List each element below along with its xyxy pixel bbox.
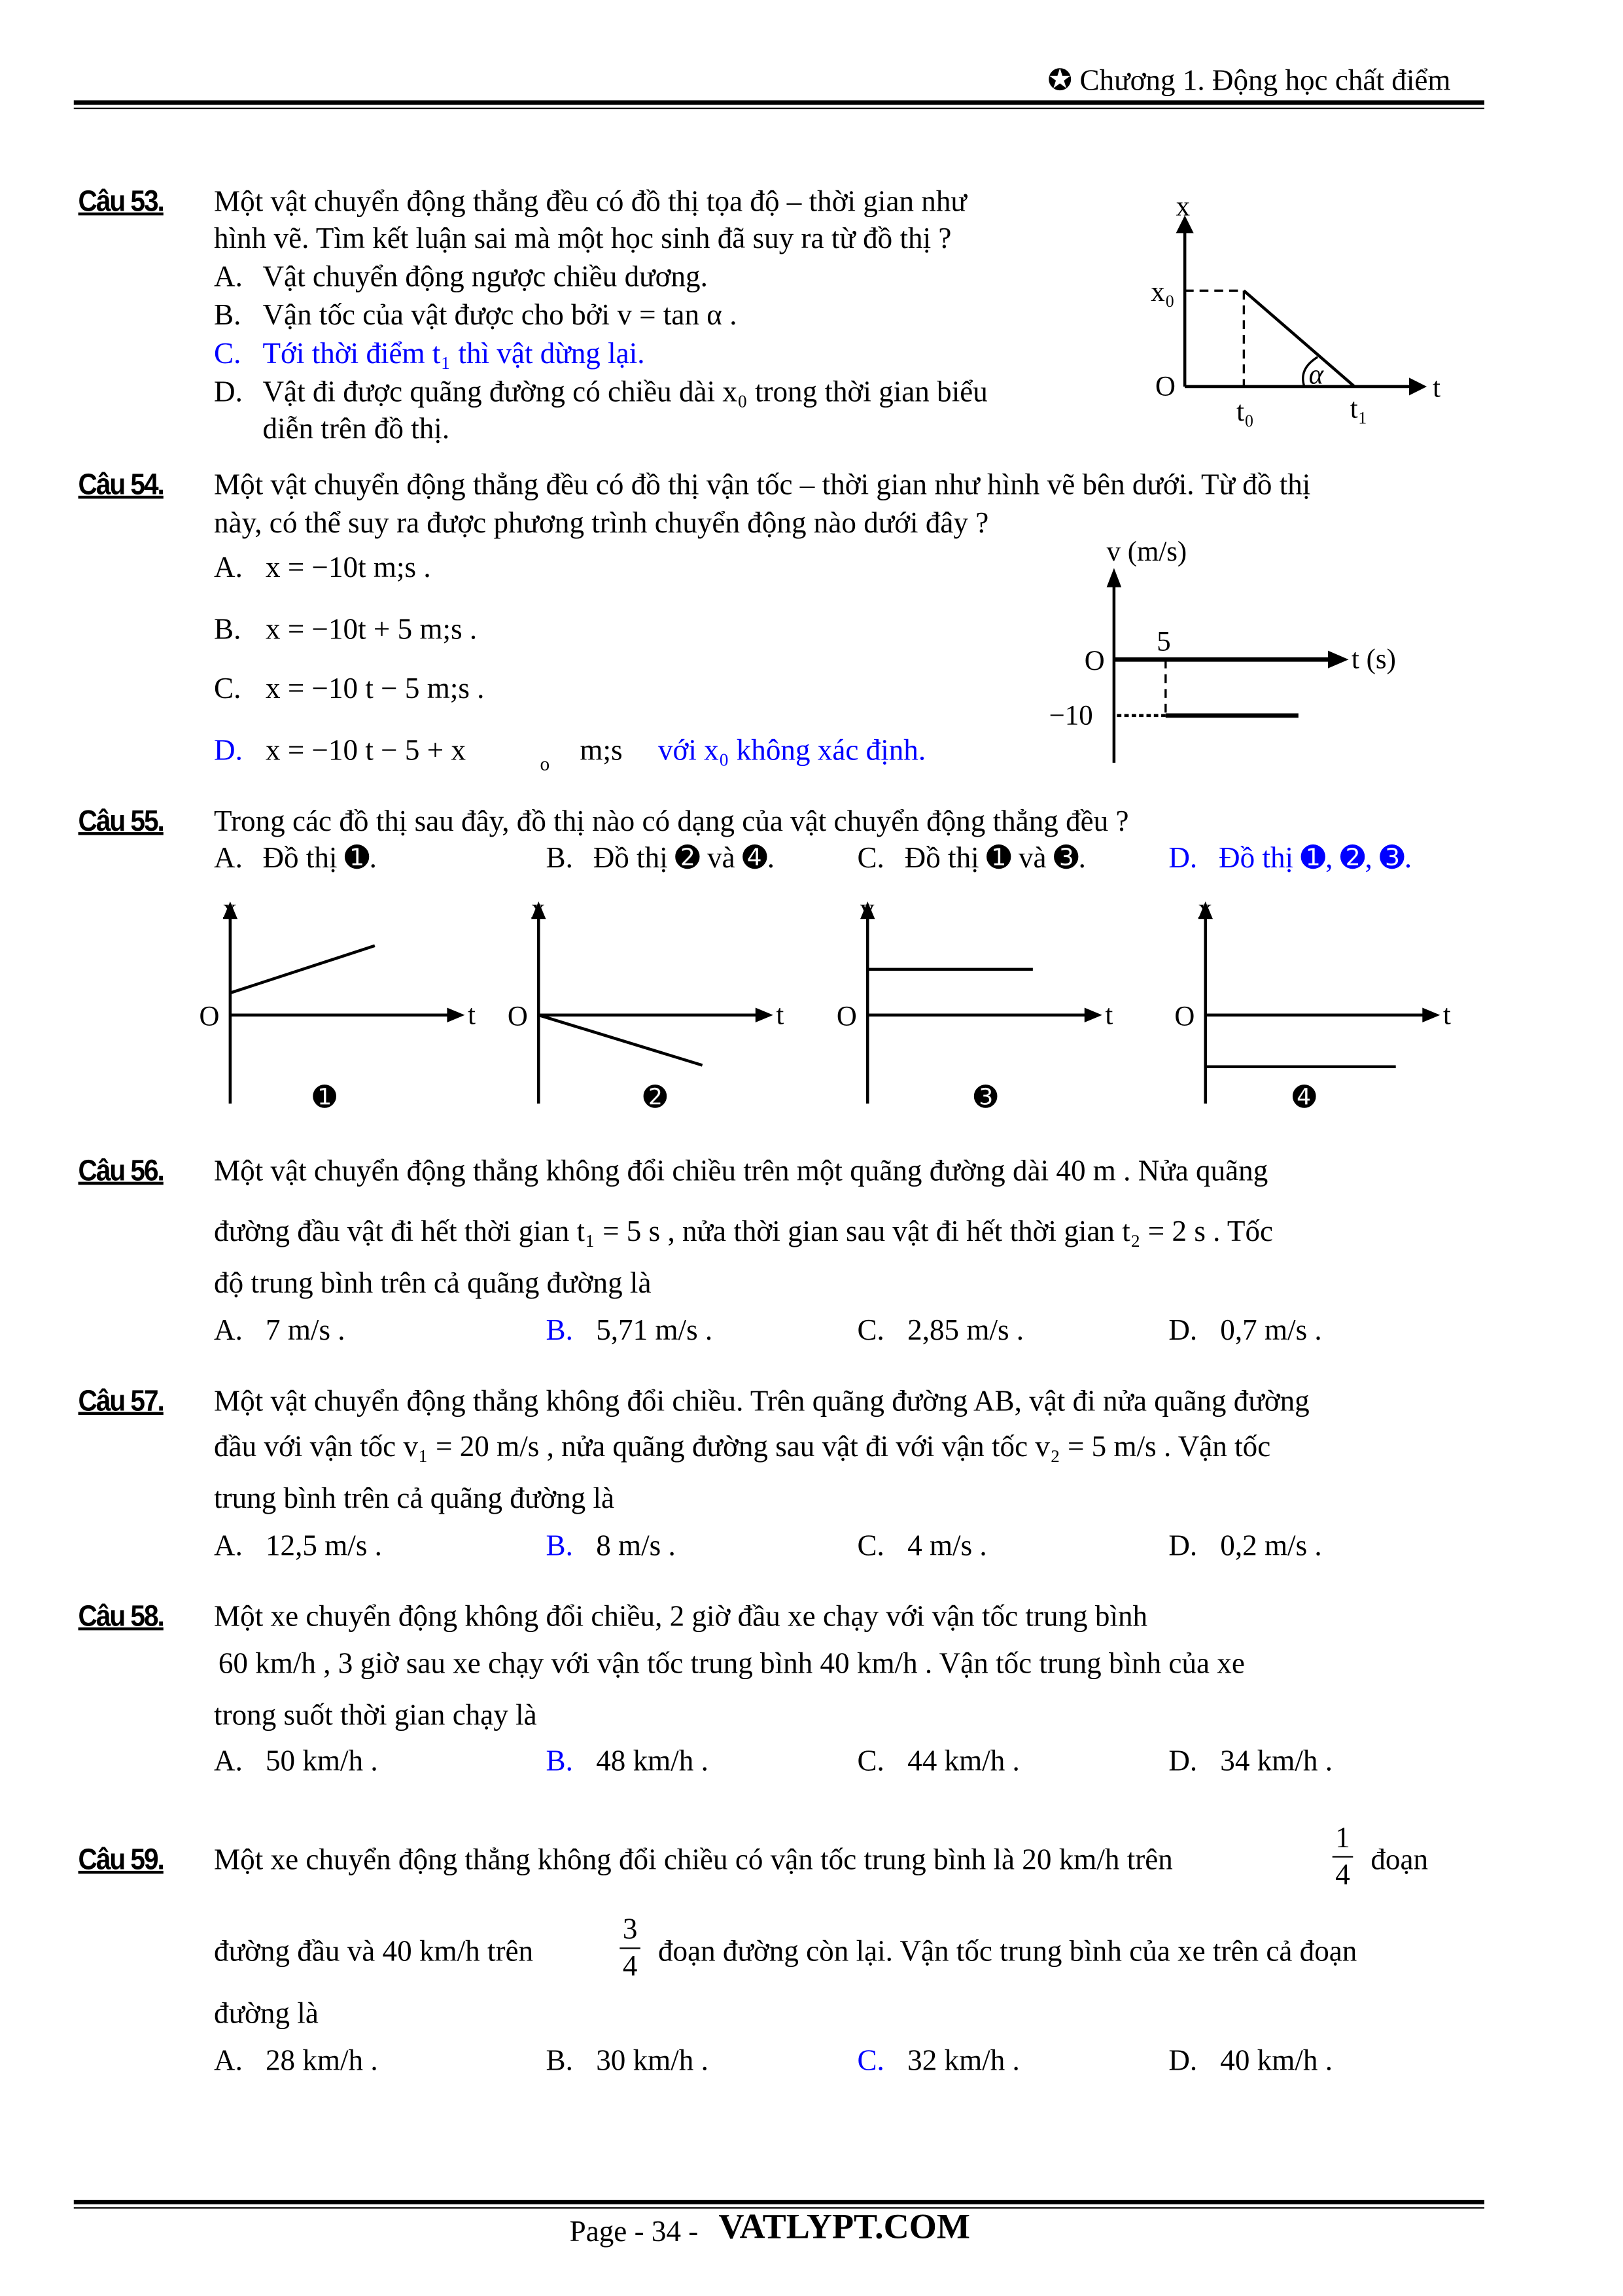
option-a-text: Vật chuyển động ngược chiều dương. [262, 261, 708, 294]
option-d-label[interactable]: D. [214, 376, 243, 409]
option-c-text: 44 km/h . [907, 1745, 1020, 1778]
graph-3 [837, 894, 1113, 1113]
option-d-label[interactable]: D. [1168, 1314, 1198, 1348]
question-text: đoạn [1370, 1844, 1429, 1877]
option-a-label[interactable]: A. [214, 551, 243, 585]
option-b-label[interactable]: B. [546, 1745, 573, 1778]
option-d-label[interactable]: D. [1168, 1529, 1198, 1563]
question-text: Trong các đồ thị sau đây, đồ thị nào có dạng của vật chuyển động thẳng đều ? [214, 805, 1129, 839]
option-a-text: Đồ thị ➊. [262, 842, 377, 875]
option-c-text: Tới thời điểm t₁ thì vật dừng lại. [262, 338, 645, 371]
question-label: Câu 54. [78, 469, 164, 502]
arrow-right-icon [1422, 1008, 1440, 1023]
question-label: Câu 53. [78, 186, 164, 218]
graph-number: ➍ [1292, 1082, 1316, 1113]
graph-number: ➋ [643, 1082, 667, 1113]
option-c-label[interactable]: C. [857, 842, 884, 875]
option-a-label[interactable]: A. [214, 1529, 243, 1563]
question-label: Câu 57. [78, 1385, 164, 1418]
question-text: Một vật chuyển động thẳng đều có đồ thị tọa độ – thời gian như [214, 186, 967, 218]
graph-4 [1174, 894, 1451, 1113]
option-c-text: x = −10 t − 5 m;s . [265, 672, 485, 706]
arrow-right-icon [447, 1008, 464, 1023]
question-text: đường là [214, 1997, 319, 2030]
option-b-text: 30 km/h . [596, 2045, 708, 2078]
question-text: trung bình trên cả quãng đường là [214, 1482, 615, 1516]
option-a-text: 12,5 m/s . [265, 1529, 382, 1563]
option-a-text: 28 km/h . [265, 2045, 378, 2078]
origin-label: O [1155, 371, 1176, 402]
graph-line [230, 946, 375, 993]
option-a-text: x = −10t m;s . [265, 551, 431, 585]
option-b-text: 8 m/s . [596, 1529, 676, 1563]
angle-label: α [1308, 359, 1324, 391]
v-axis-label: v (m/s) [1106, 536, 1187, 568]
option-b-text: Vận tốc của vật được cho bởi v = tan α . [262, 299, 737, 332]
option-b-label[interactable]: B. [546, 842, 573, 875]
option-c-label[interactable]: C. [857, 1745, 884, 1778]
t-axis-label: t [776, 1000, 784, 1031]
option-d-text: x = −10 t − 5 + x [265, 735, 466, 767]
option-d-subscript: o [540, 752, 550, 775]
option-c-label[interactable]: C. [857, 1529, 884, 1563]
arrow-right-icon [1085, 1008, 1102, 1023]
question-label: Câu 55. [78, 805, 164, 839]
x0-label: x₀ [1151, 277, 1175, 308]
question-label: Câu 58. [78, 1601, 164, 1633]
option-a-label[interactable]: A. [214, 2045, 243, 2078]
option-b-text: x = −10t + 5 m;s . [265, 614, 478, 646]
question-label: Câu 56. [78, 1155, 164, 1188]
option-b-text: 5,71 m/s . [596, 1314, 713, 1348]
question-text: hình vẽ. Tìm kết luận sai mà một học sinh đã suy ra từ đồ thị ? [214, 222, 952, 256]
t-axis-label: t (s) [1352, 644, 1396, 675]
t1-label: t₁ [1350, 393, 1368, 425]
t-tick-label: 5 [1157, 626, 1171, 657]
option-c-text: 4 m/s . [907, 1529, 987, 1563]
origin-label: O [1084, 645, 1105, 676]
question-text: 60 km/h , 3 giờ sau xe chạy với vận tốc trung bình 40 km/h . Vận tốc trung bình của xe [218, 1648, 1245, 1681]
y-axis-label: x [531, 893, 546, 924]
option-b-label[interactable]: B. [546, 1529, 573, 1563]
y-axis-label: x [1176, 191, 1191, 222]
option-c-text: 2,85 m/s . [907, 1314, 1024, 1348]
option-c-label[interactable]: C. [857, 1314, 884, 1348]
option-a-label[interactable]: A. [214, 1314, 243, 1348]
t-axis-label: t [1105, 1000, 1113, 1031]
option-a-label[interactable]: A. [214, 842, 243, 875]
footer-rule [74, 2200, 1484, 2209]
question-text: Một xe chuyển động thẳng không đổi chiều có vận tốc trung bình là 20 km/h trên [214, 1844, 1173, 1877]
origin-label: O [1174, 1001, 1195, 1032]
question-text: Một vật chuyển động thẳng không đổi chiều trên một quãng đường dài 40 m . Nửa quãng [214, 1155, 1268, 1188]
option-d-text: 0,7 m/s . [1220, 1314, 1322, 1348]
option-d-text: Đồ thị ➊, ➋, ➌. [1219, 842, 1412, 875]
v-tick-label: −10 [1049, 700, 1093, 731]
option-b-label[interactable]: B. [546, 2045, 573, 2078]
origin-label: O [507, 1001, 528, 1032]
option-a-text: 50 km/h . [265, 1745, 378, 1778]
question-text: độ trung bình trên cả quãng đường là [214, 1267, 652, 1300]
fraction-numerator: 3 [622, 1913, 638, 1947]
option-b-label[interactable]: B. [214, 299, 241, 332]
chapter-header: ✪ Chương 1. Động học chất điểm [1047, 65, 1451, 97]
page-number: Page - 34 - [569, 2216, 699, 2249]
option-b-text: 48 km/h . [596, 1745, 708, 1778]
question-label: Câu 59. [78, 1844, 164, 1877]
fraction-denominator: 4 [1335, 1858, 1350, 1892]
origin-label: O [836, 1001, 857, 1032]
option-a-label[interactable]: A. [214, 1745, 243, 1778]
option-d-label[interactable]: D. [214, 735, 243, 767]
option-d-note: với x₀ không xác định. [657, 735, 926, 767]
arrow-right-icon [756, 1008, 773, 1023]
y-axis-label: v [860, 893, 875, 924]
option-c-text: 32 km/h . [907, 2045, 1020, 2078]
question-text: này, có thể suy ra được phương trình chuyển động nào dưới đây ? [214, 507, 989, 540]
question-text: Một vật chuyển động thẳng đều có đồ thị vận tốc – thời gian như hình vẽ bên dưới. Từ đồ thị [214, 469, 1311, 502]
option-d-text: 0,2 m/s . [1220, 1529, 1322, 1563]
option-d-unit: m;s [580, 735, 623, 767]
question-text: Một xe chuyển động không đổi chiều, 2 giờ đầu xe chạy với vận tốc trung bình [214, 1601, 1148, 1633]
option-d-label[interactable]: D. [1168, 1745, 1198, 1778]
option-c-label[interactable]: C. [214, 338, 241, 371]
option-a-text: 7 m/s . [265, 1314, 345, 1348]
origin-label: O [199, 1001, 220, 1032]
question-text: đoạn đường còn lại. Vận tốc trung bình của xe trên cả đoạn [657, 1936, 1357, 1968]
question-text: đầu với vận tốc v₁ = 20 m/s , nửa quãng đường sau vật đi với vận tốc v₂ = 5 m/s . Vận tốc [214, 1431, 1271, 1464]
fraction-denominator: 4 [622, 1950, 638, 1983]
option-d-text: 34 km/h . [1220, 1745, 1333, 1778]
question-text: trong suốt thời gian chạy là [214, 1699, 537, 1732]
option-d-text: Vật đi được quãng đường có chiều dài x₀ trong thời gian biểu [262, 376, 988, 409]
graph-1 [199, 894, 476, 1113]
option-c-label[interactable]: C. [214, 672, 241, 706]
fraction-one-quarter [1333, 1822, 1353, 1892]
option-c-label[interactable]: C. [857, 2045, 884, 2078]
question-text: Một vật chuyển động thẳng không đổi chiều. Trên quãng đường AB, vật đi nửa quãng đường [214, 1385, 1310, 1418]
graph-2 [508, 894, 784, 1113]
fraction-three-quarters [620, 1913, 640, 1983]
option-b-text: Đồ thị ➋ và ➍. [593, 842, 775, 875]
option-c-text: Đồ thị ➊ và ➌. [904, 842, 1086, 875]
option-d-label[interactable]: D. [1168, 842, 1198, 875]
site-brand: VATLYPT.COM [718, 2208, 970, 2248]
option-b-label[interactable]: B. [214, 614, 241, 646]
x-axis-label: t [1433, 372, 1440, 404]
t-axis-label: t [467, 1000, 476, 1031]
fraction-numerator: 1 [1335, 1822, 1350, 1855]
t-axis-label: t [1442, 1000, 1451, 1031]
option-b-label[interactable]: B. [546, 1314, 573, 1348]
option-d-text: 40 km/h . [1220, 2045, 1333, 2078]
t0-label: t₀ [1236, 396, 1254, 427]
option-d-label[interactable]: D. [1168, 2045, 1198, 2078]
graph-line [538, 1015, 702, 1066]
question-text: đường đầu vật đi hết thời gian t₁ = 5 s , nửa thời gian sau vật đi hết thời gian t₂ = 2 s . Tốc [214, 1215, 1274, 1249]
y-axis-label: x [1198, 893, 1212, 924]
graph-number: ➌ [973, 1082, 998, 1113]
option-d-text-cont: diễn trên đồ thị. [262, 413, 450, 446]
question-text: đường đầu và 40 km/h trên [214, 1936, 534, 1968]
graph-number: ➊ [313, 1082, 337, 1113]
option-a-label[interactable]: A. [214, 261, 243, 294]
y-axis-label: x [222, 893, 237, 924]
